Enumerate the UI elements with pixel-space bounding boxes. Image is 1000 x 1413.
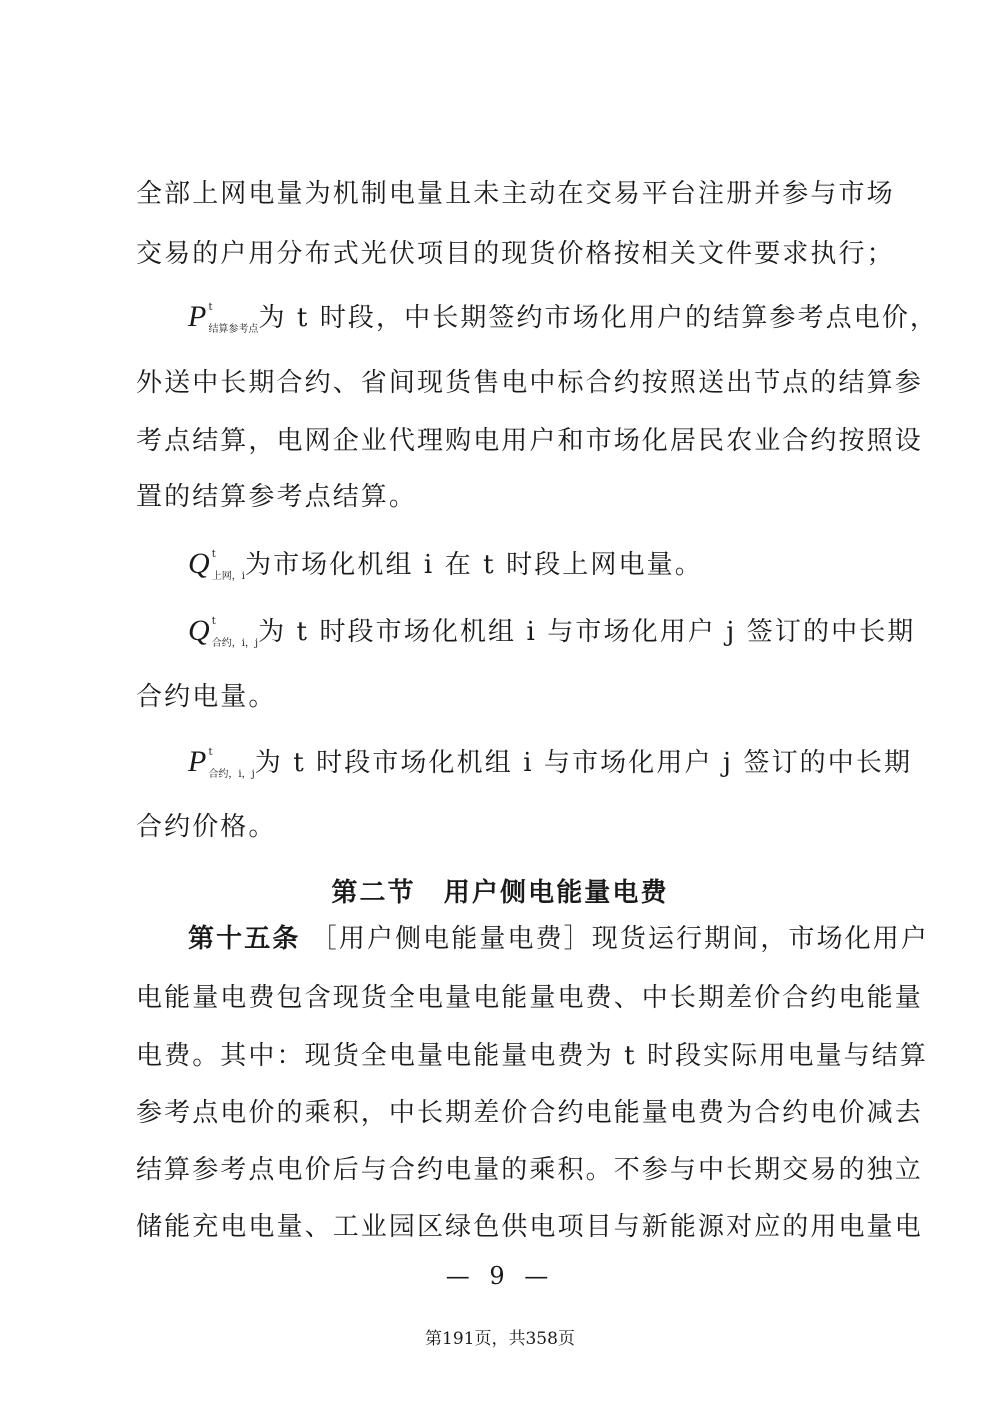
body-line-6: 置的结算参考点结算。 <box>136 482 418 512</box>
definition-p-settlement <box>188 300 939 341</box>
symbol-p-letter: P <box>188 300 209 333</box>
definition-q-contract <box>188 614 928 655</box>
body-line-16: 参考点电价的乘积，中长期差价合约电能量电费为合约电价减去 <box>136 1098 923 1128</box>
body-line-2: 交易的户用分布式光伏项目的现货价格按相关文件要求执行； <box>136 239 895 269</box>
symbol-subscript: t 上网，i <box>211 549 245 582</box>
article-label: 第十五条 <box>188 924 301 954</box>
definition-p-contract <box>188 745 928 786</box>
symbol-q-letter: Q <box>188 614 212 647</box>
article-text: ［用户侧电能量电费］现货运行期间，市场化用户 <box>310 924 929 954</box>
definition-text: 为 t 时段，中长期签约市场化用户的结算参考点电价， <box>258 303 939 333</box>
body-line-15: 电费。其中：现货全电量电能量电费为 t 时段实际用电量与结算 <box>136 1041 928 1071</box>
body-line-5: 考点结算，电网企业代理购电用户和市场化居民农业合约按照设 <box>136 426 923 456</box>
body-line-18: 储能充电电量、工业园区绿色供电项目与新能源对应的用电量电 <box>136 1212 923 1242</box>
symbol-subscript: t 合约，i，j <box>208 747 255 780</box>
body-line-4: 外送中长期合约、省间现货售电中标合约按照送出节点的结算参 <box>136 368 923 398</box>
body-line-1: 全部上网电量为机制电量且未主动在交易平台注册并参与市场 <box>136 179 895 209</box>
body-line-17: 结算参考点电价后与合约电量的乘积。不参与中长期交易的独立 <box>136 1155 923 1185</box>
body-line-9: 合约电量。 <box>136 682 277 712</box>
symbol-subscript: t 结算参考点 <box>208 302 259 335</box>
page-footer: 第191页，共358页 <box>425 1329 575 1349</box>
definition-q-grid <box>188 547 928 588</box>
body-line-14: 电能量电费包含现货全电量电能量电费、中长期差价合约电能量 <box>136 983 923 1013</box>
definition-text: 为市场化机组 i 在 t 时段上网电量。 <box>244 550 703 580</box>
symbol-p-letter: P <box>188 745 209 778</box>
page-number: — 9 — <box>445 1262 555 1290</box>
article-15-line <box>188 922 929 956</box>
symbol-q-letter: Q <box>188 547 212 580</box>
symbol-subscript: t 合约，i，j <box>211 616 259 649</box>
definition-text: 为 t 时段市场化机组 i 与市场化用户 j 签订的中长期 <box>258 617 916 647</box>
body-line-11: 合约价格。 <box>136 812 277 842</box>
definition-text: 为 t 时段市场化机组 i 与市场化用户 j 签订的中长期 <box>254 748 913 778</box>
section-heading: 第二节 用户侧电能量电费 <box>331 878 669 908</box>
